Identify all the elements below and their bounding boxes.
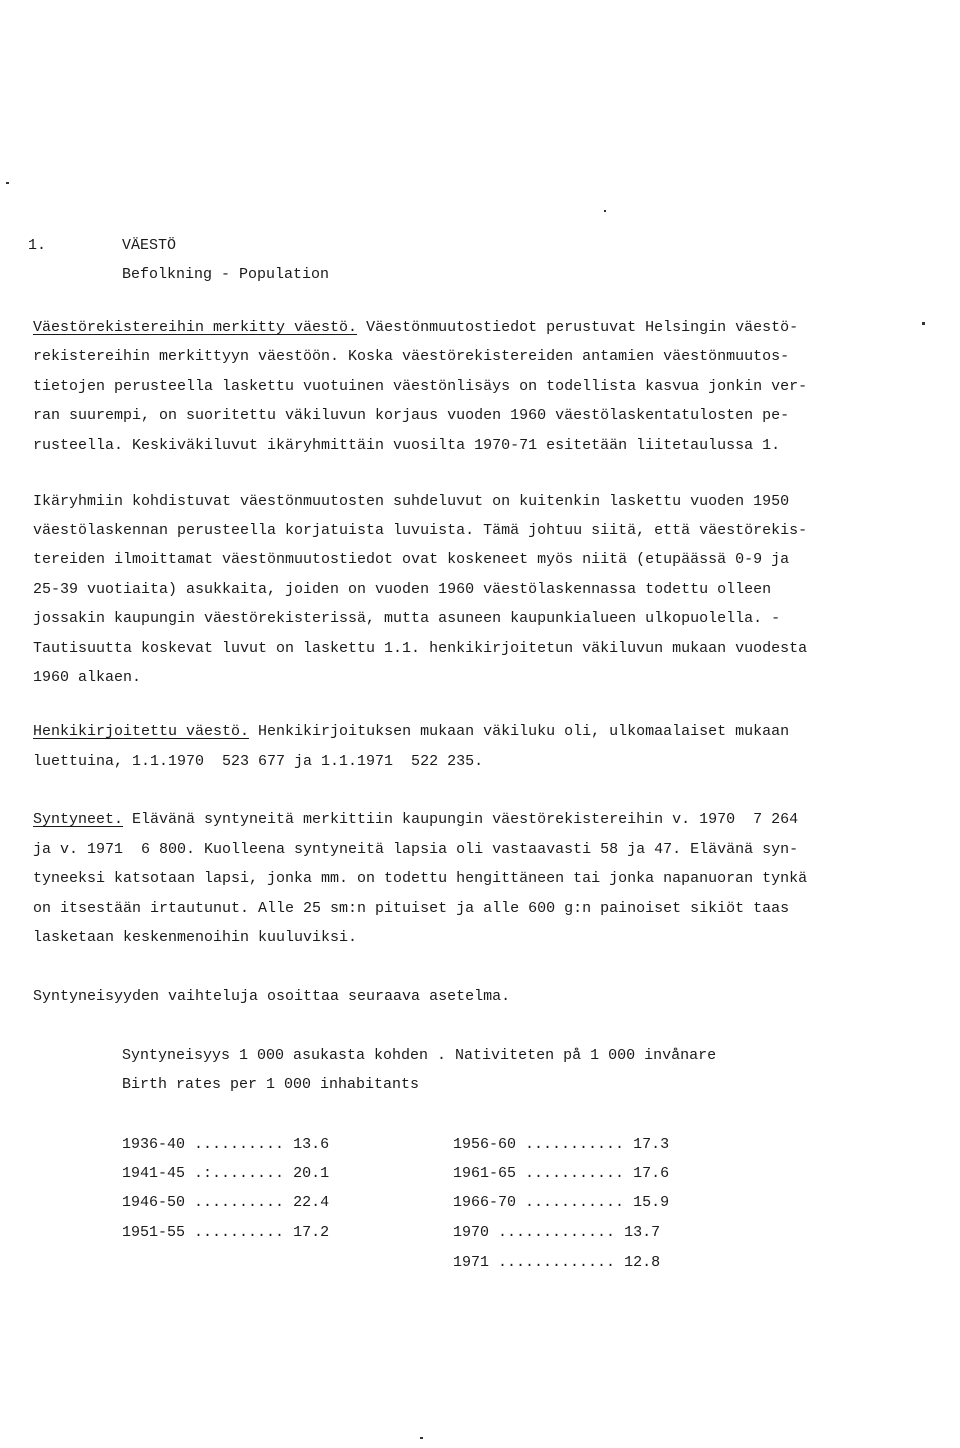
- paragraph-4-line-1-text: Elävänä syntyneitä merkittiin kaupungin väestörekistereihin v. 1970 7 264: [123, 811, 799, 828]
- paragraph-4-heading: Syntyneet.: [33, 811, 124, 828]
- paragraph-2-line-5: jossakin kaupungin väestörekisterissä, mutta asuneen kaupunkialueen ulkopuolella. -: [33, 610, 781, 627]
- row-value: 17.2: [293, 1224, 330, 1241]
- table-row: [453, 1135, 669, 1155]
- paragraph-2-line-4: 25-39 vuotiaita) asukkaita, joiden on vuoden 1960 väestölaskennassa todettu olleen: [33, 581, 772, 598]
- paragraph-4-line-3: tyneeksi katsotaan lapsi, jonka mm. on todettu hengittäneen tai jonka napanuoran tynkä: [33, 870, 808, 887]
- row-period: 1956-60: [453, 1136, 517, 1153]
- section-number: 1.: [28, 237, 47, 254]
- paragraph-1-line-1: [33, 318, 798, 338]
- paragraph-1-line-4: ran suurempi, on suoritettu väkiluvun korjaus vuoden 1960 väestölaskentatulosten pe-: [33, 407, 790, 424]
- paragraph-1-line-5: rusteella. Keskiväkiluvut ikäryhmittäin vuosilta 1970-71 esitetään liitetaulussa 1.: [33, 437, 781, 454]
- row-value: 13.6: [293, 1136, 330, 1153]
- scan-speck: [420, 1437, 423, 1439]
- table-row: [453, 1223, 660, 1243]
- paragraph-2-line-6: Tautisuutta koskevat luvut on laskettu 1.1. henkikirjoitetun väkiluvun mukaan vuodesta: [33, 640, 808, 657]
- row-value: 17.6: [633, 1165, 670, 1182]
- section-subtitle: Befolkning - Population: [122, 266, 330, 283]
- row-dots: ...........: [516, 1136, 625, 1153]
- paragraph-3-line-1: [33, 722, 789, 742]
- scan-speck: [922, 322, 925, 325]
- table-subtitle: Birth rates per 1 000 inhabitants: [122, 1076, 420, 1093]
- row-dots: ...........: [516, 1165, 625, 1182]
- paragraph-2-line-1: Ikäryhmiin kohdistuvat väestönmuutosten suhdeluvut on kuitenkin laskettu vuoden 1950: [33, 493, 790, 510]
- section-title: VÄESTÖ: [122, 237, 177, 254]
- scan-speck: [6, 182, 9, 184]
- row-value: 17.3: [633, 1136, 670, 1153]
- paragraph-4-line-1: [33, 810, 798, 830]
- row-dots: .............: [489, 1254, 616, 1271]
- row-dots: ...........: [516, 1194, 625, 1211]
- row-period: 1936-40: [122, 1136, 186, 1153]
- row-dots: ..........: [185, 1224, 285, 1241]
- paragraph-3-line-1-text: Henkikirjoituksen mukaan väkiluku oli, ulkomaalaiset mukaan: [249, 723, 790, 740]
- paragraph-1-line-3: tietojen perusteella laskettu vuotuinen väestönlisäys on todellista kasvua jonkin ver-: [33, 378, 808, 395]
- row-value: 15.9: [633, 1194, 670, 1211]
- row-period: 1951-55: [122, 1224, 186, 1241]
- table-row: [122, 1164, 329, 1184]
- row-dots: ..........: [185, 1136, 285, 1153]
- paragraph-1-line-1-text: Väestönmuutostiedot perustuvat Helsingin väestö-: [357, 319, 799, 336]
- scan-speck: [604, 210, 606, 212]
- table-row: [453, 1164, 669, 1184]
- row-value: 22.4: [293, 1194, 330, 1211]
- row-dots: .............: [489, 1224, 616, 1241]
- paragraph-2-line-3: tereiden ilmoittamat väestönmuutostiedot ovat koskeneet myös niitä (etupäässä 0-9 ja: [33, 551, 790, 568]
- table-row: [122, 1193, 329, 1213]
- row-period: 1966-70: [453, 1194, 517, 1211]
- paragraph-3-heading: Henkikirjoitettu väestö.: [33, 723, 250, 740]
- row-period: 1941-45: [122, 1165, 186, 1182]
- paragraph-4-line-2: ja v. 1971 6 800. Kuolleena syntyneitä lapsia oli vastaavasti 58 ja 47. Elävänä syn-: [33, 841, 799, 858]
- paragraph-4-line-5: lasketaan keskenmenoihin kuuluviksi.: [33, 929, 358, 946]
- row-value: 12.8: [624, 1254, 661, 1271]
- row-value: 13.7: [624, 1224, 661, 1241]
- row-period: 1961-65: [453, 1165, 517, 1182]
- paragraph-3-line-2: luettuina, 1.1.1970 523 677 ja 1.1.1971 522 235.: [33, 753, 484, 770]
- table-title: Syntyneisyys 1 000 asukasta kohden . Nativiteten på 1 000 invånare: [122, 1047, 717, 1064]
- paragraph-5: Syntyneisyyden vaihteluja osoittaa seuraava asetelma.: [33, 988, 511, 1005]
- table-row: [122, 1223, 329, 1243]
- row-period: 1971: [453, 1254, 490, 1271]
- paragraph-2-line-2: väestölaskennan perusteella korjatuista luvuista. Tämä johtuu siitä, että väestörekis-: [33, 522, 808, 539]
- paragraph-4-line-4: on itsestään irtautunut. Alle 25 sm:n pituiset ja alle 600 g:n painoiset sikiöt taas: [33, 900, 790, 917]
- row-dots: .:........: [185, 1165, 285, 1182]
- paragraph-1-line-2: rekistereihin merkittyyn väestöön. Koska väestörekistereiden antamien väestönmuutos-: [33, 348, 790, 365]
- row-dots: ..........: [185, 1194, 285, 1211]
- paragraph-1-heading: Väestörekistereihin merkitty väestö.: [33, 319, 358, 336]
- table-row: [122, 1135, 329, 1155]
- table-row: [453, 1193, 669, 1213]
- row-value: 20.1: [293, 1165, 330, 1182]
- table-row: [453, 1253, 660, 1273]
- row-period: 1946-50: [122, 1194, 186, 1211]
- row-period: 1970: [453, 1224, 490, 1241]
- paragraph-2-line-7: 1960 alkaen.: [33, 669, 142, 686]
